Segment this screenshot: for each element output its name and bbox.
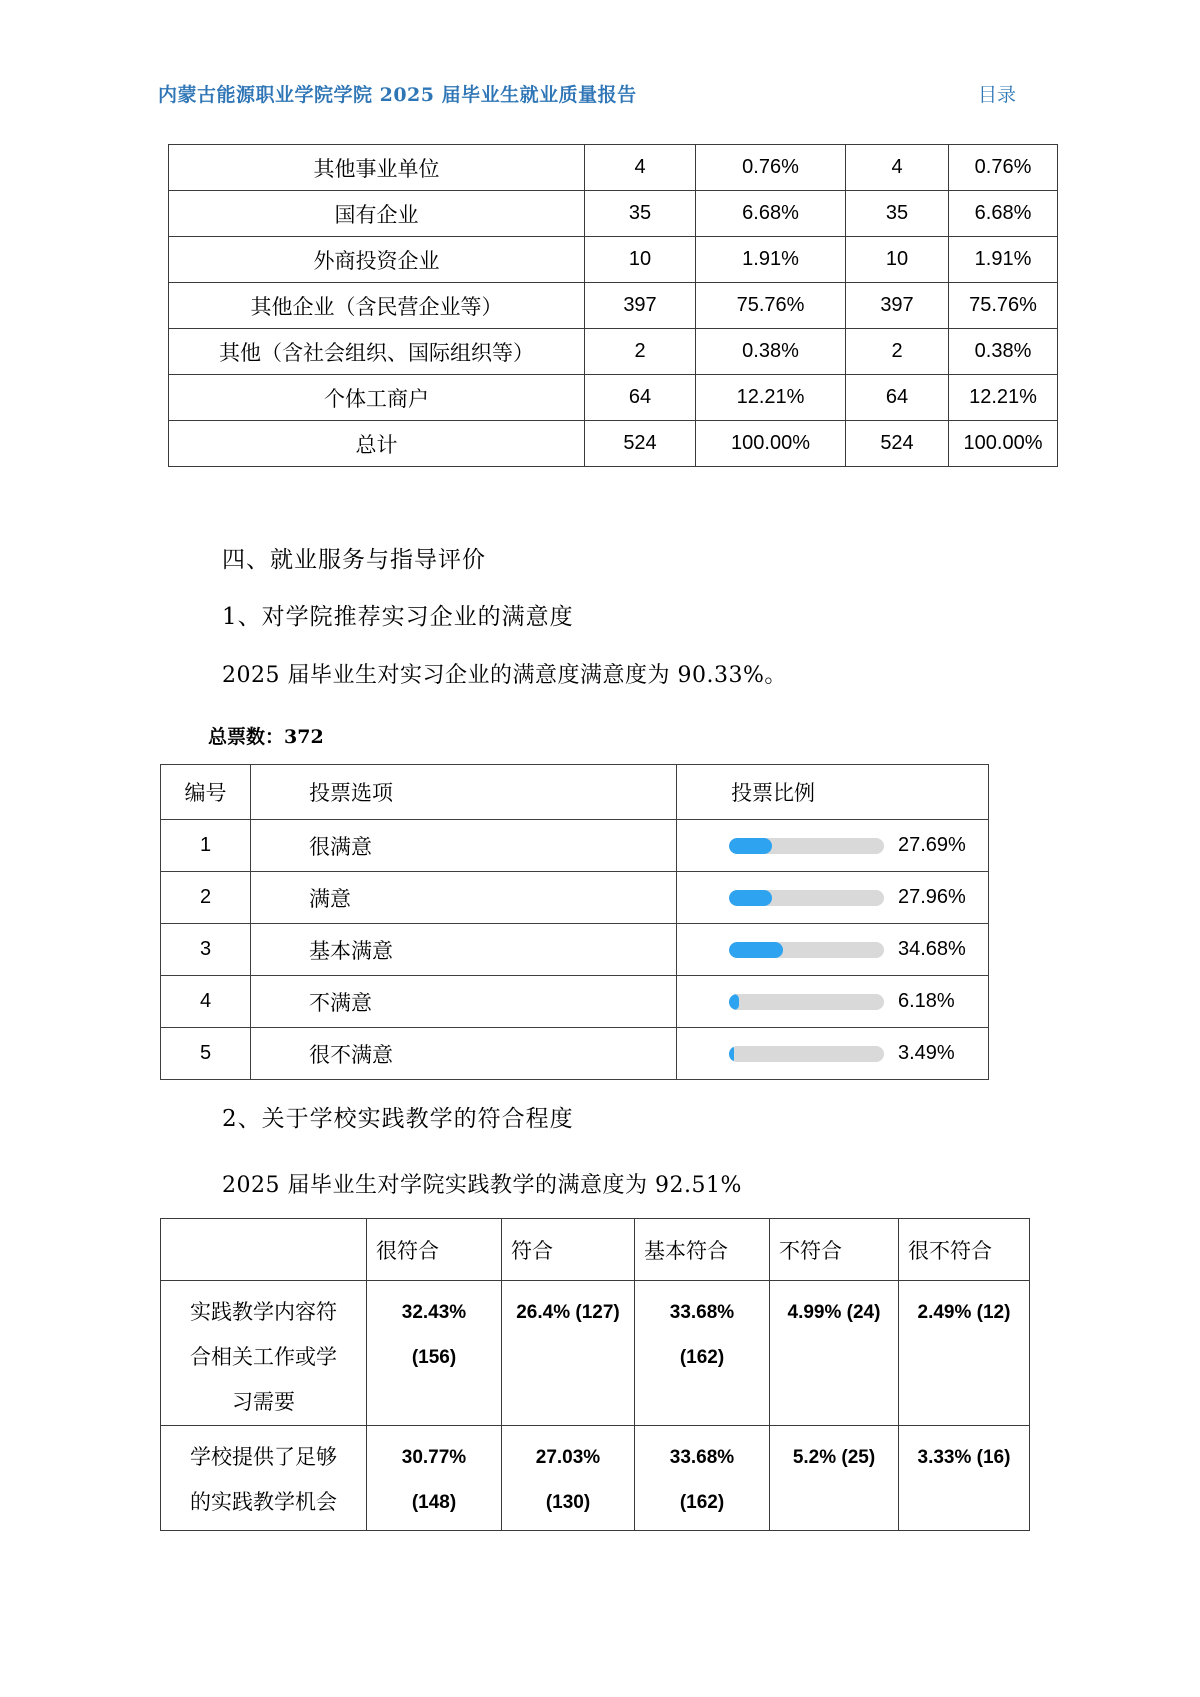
pct-cell: 100.00% — [949, 421, 1058, 467]
vote-percent: 6.18% — [898, 990, 955, 1012]
bar-fill — [729, 942, 783, 958]
practice-row-label — [161, 1281, 367, 1426]
count-cell: 64 — [585, 375, 696, 421]
table-row — [169, 191, 1058, 237]
vote-row — [161, 1028, 989, 1080]
value-line: 33.68% — [669, 1302, 735, 1323]
employer-label-cell: 其他（含社会组织、国际组织等） — [169, 329, 585, 375]
value-line: (130) — [545, 1492, 591, 1513]
practice-value-cell — [635, 1281, 770, 1426]
value-line: 5.2% (25) — [792, 1447, 876, 1468]
label-line: 的实践教学机会 — [190, 1490, 337, 1514]
vote-option: 基本满意 — [251, 924, 677, 976]
pct-cell: 6.68% — [949, 191, 1058, 237]
total-votes-label: 总票数：372 — [208, 726, 324, 748]
vote-bar — [729, 938, 988, 961]
count-cell: 2 — [585, 329, 696, 375]
toc-link[interactable]: 目录 — [977, 84, 1016, 106]
subsection-1-heading: 1、对学院推荐实习企业的满意度 — [222, 604, 574, 630]
vote-percent: 27.96% — [898, 886, 966, 908]
vote-header-no: 编号 — [161, 765, 251, 820]
vote-bar — [729, 1042, 988, 1065]
vote-option: 很不满意 — [251, 1028, 677, 1080]
value-line: 3.33% (16) — [917, 1447, 1011, 1468]
bar-track — [729, 890, 884, 906]
employer-label-cell: 总计 — [169, 421, 585, 467]
vote-option: 很满意 — [251, 820, 677, 872]
practice-value-cell — [899, 1426, 1030, 1531]
pct-cell: 1.91% — [696, 237, 846, 283]
employer-label-cell: 其他事业单位 — [169, 145, 585, 191]
employer-type-table — [168, 144, 1058, 467]
practice-row — [161, 1281, 1030, 1426]
practice-row — [161, 1426, 1030, 1531]
vote-ratio-cell — [677, 1028, 989, 1080]
vote-option: 满意 — [251, 872, 677, 924]
practice-value-cell — [502, 1426, 635, 1531]
practice-value-cell — [635, 1426, 770, 1531]
vote-no: 4 — [161, 976, 251, 1028]
vote-ratio-cell — [677, 976, 989, 1028]
vote-row — [161, 976, 989, 1028]
satisfaction-paragraph: 2025 届毕业生对实习企业的满意度满意度为 90.33%。 — [222, 663, 787, 688]
count-cell: 524 — [585, 421, 696, 467]
count-cell: 397 — [846, 283, 949, 329]
practice-value-cell — [770, 1281, 899, 1426]
bar-track — [729, 1046, 884, 1062]
vote-percent: 3.49% — [898, 1042, 955, 1064]
value-line: (148) — [411, 1492, 457, 1513]
vote-row — [161, 872, 989, 924]
bar-track — [729, 942, 884, 958]
table-row-total — [169, 421, 1058, 467]
subsection-2-heading: 2、关于学校实践教学的符合程度 — [222, 1106, 574, 1132]
value-line: (162) — [679, 1492, 725, 1513]
employer-label-cell: 国有企业 — [169, 191, 585, 237]
practice-value-cell — [367, 1281, 502, 1426]
employer-label-cell: 外商投资企业 — [169, 237, 585, 283]
vote-ratio-cell — [677, 820, 989, 872]
vote-bar — [729, 990, 988, 1013]
value-line: 33.68% — [669, 1447, 735, 1468]
report-title: 内蒙古能源职业学院学院 2025 届毕业生就业质量报告 — [158, 84, 637, 106]
value-line: 27.03% — [535, 1447, 601, 1468]
bar-fill — [729, 994, 739, 1010]
pct-cell: 12.21% — [949, 375, 1058, 421]
vote-row — [161, 924, 989, 976]
vote-no: 1 — [161, 820, 251, 872]
count-cell: 64 — [846, 375, 949, 421]
vote-row — [161, 820, 989, 872]
pct-cell: 100.00% — [696, 421, 846, 467]
count-cell: 10 — [585, 237, 696, 283]
practice-value-cell — [899, 1281, 1030, 1426]
count-cell: 35 — [846, 191, 949, 237]
label-line: 合相关工作或学 — [190, 1345, 337, 1369]
pct-cell: 0.38% — [696, 329, 846, 375]
employer-label-cell: 其他企业（含民营企业等） — [169, 283, 585, 329]
vote-ratio-cell — [677, 924, 989, 976]
count-cell: 4 — [846, 145, 949, 191]
practice-value-cell — [770, 1426, 899, 1531]
practice-teaching-table — [160, 1218, 1030, 1531]
practice-value-cell — [502, 1281, 635, 1426]
count-cell: 35 — [585, 191, 696, 237]
vote-no: 3 — [161, 924, 251, 976]
count-cell: 2 — [846, 329, 949, 375]
pct-cell: 0.38% — [949, 329, 1058, 375]
bar-fill — [729, 1046, 734, 1062]
pct-cell: 0.76% — [696, 145, 846, 191]
section-heading: 四、就业服务与指导评价 — [222, 547, 486, 573]
label-line: 学校提供了足够 — [190, 1445, 337, 1469]
bar-fill — [729, 838, 772, 854]
vote-percent: 34.68% — [898, 938, 966, 960]
vote-table — [160, 764, 989, 1080]
vote-header-row — [161, 765, 989, 820]
table-row — [169, 145, 1058, 191]
value-line: 32.43% — [401, 1302, 467, 1323]
value-line: 26.4% (127) — [516, 1302, 620, 1323]
practice-header-empty — [161, 1219, 367, 1281]
pct-cell: 75.76% — [949, 283, 1058, 329]
vote-no: 2 — [161, 872, 251, 924]
practice-header: 符合 — [502, 1219, 635, 1281]
practice-header: 基本符合 — [635, 1219, 770, 1281]
page-header — [158, 80, 1016, 107]
pct-cell: 12.21% — [696, 375, 846, 421]
pct-cell: 0.76% — [949, 145, 1058, 191]
employer-label-cell: 个体工商户 — [169, 375, 585, 421]
practice-header-row — [161, 1219, 1030, 1281]
value-line: (162) — [679, 1347, 725, 1368]
table-row — [169, 329, 1058, 375]
vote-bar — [729, 886, 988, 909]
count-cell: 397 — [585, 283, 696, 329]
practice-header: 很符合 — [367, 1219, 502, 1281]
practice-header: 很不符合 — [899, 1219, 1030, 1281]
bar-fill — [729, 890, 772, 906]
vote-option: 不满意 — [251, 976, 677, 1028]
label-line: 实践教学内容符 — [190, 1300, 337, 1324]
practice-header: 不符合 — [770, 1219, 899, 1281]
practice-row-label — [161, 1426, 367, 1531]
value-line: 4.99% (24) — [787, 1302, 881, 1323]
vote-header-option: 投票选项 — [251, 765, 677, 820]
table-row — [169, 375, 1058, 421]
vote-ratio-cell — [677, 872, 989, 924]
practice-value-cell — [367, 1426, 502, 1531]
vote-percent: 27.69% — [898, 834, 966, 856]
pct-cell: 6.68% — [696, 191, 846, 237]
value-line: 30.77% — [401, 1447, 467, 1468]
pct-cell: 75.76% — [696, 283, 846, 329]
vote-header-ratio: 投票比例 — [677, 765, 989, 820]
count-cell: 4 — [585, 145, 696, 191]
table-row — [169, 283, 1058, 329]
bar-track — [729, 994, 884, 1010]
vote-no: 5 — [161, 1028, 251, 1080]
label-line: 习需要 — [232, 1390, 295, 1414]
count-cell: 524 — [846, 421, 949, 467]
value-line: 2.49% (12) — [917, 1302, 1011, 1323]
value-line: (156) — [411, 1347, 457, 1368]
table-row — [169, 237, 1058, 283]
bar-track — [729, 838, 884, 854]
vote-bar — [729, 834, 988, 857]
count-cell: 10 — [846, 237, 949, 283]
pct-cell: 1.91% — [949, 237, 1058, 283]
practice-paragraph: 2025 届毕业生对学院实践教学的满意度为 92.51% — [222, 1173, 742, 1198]
